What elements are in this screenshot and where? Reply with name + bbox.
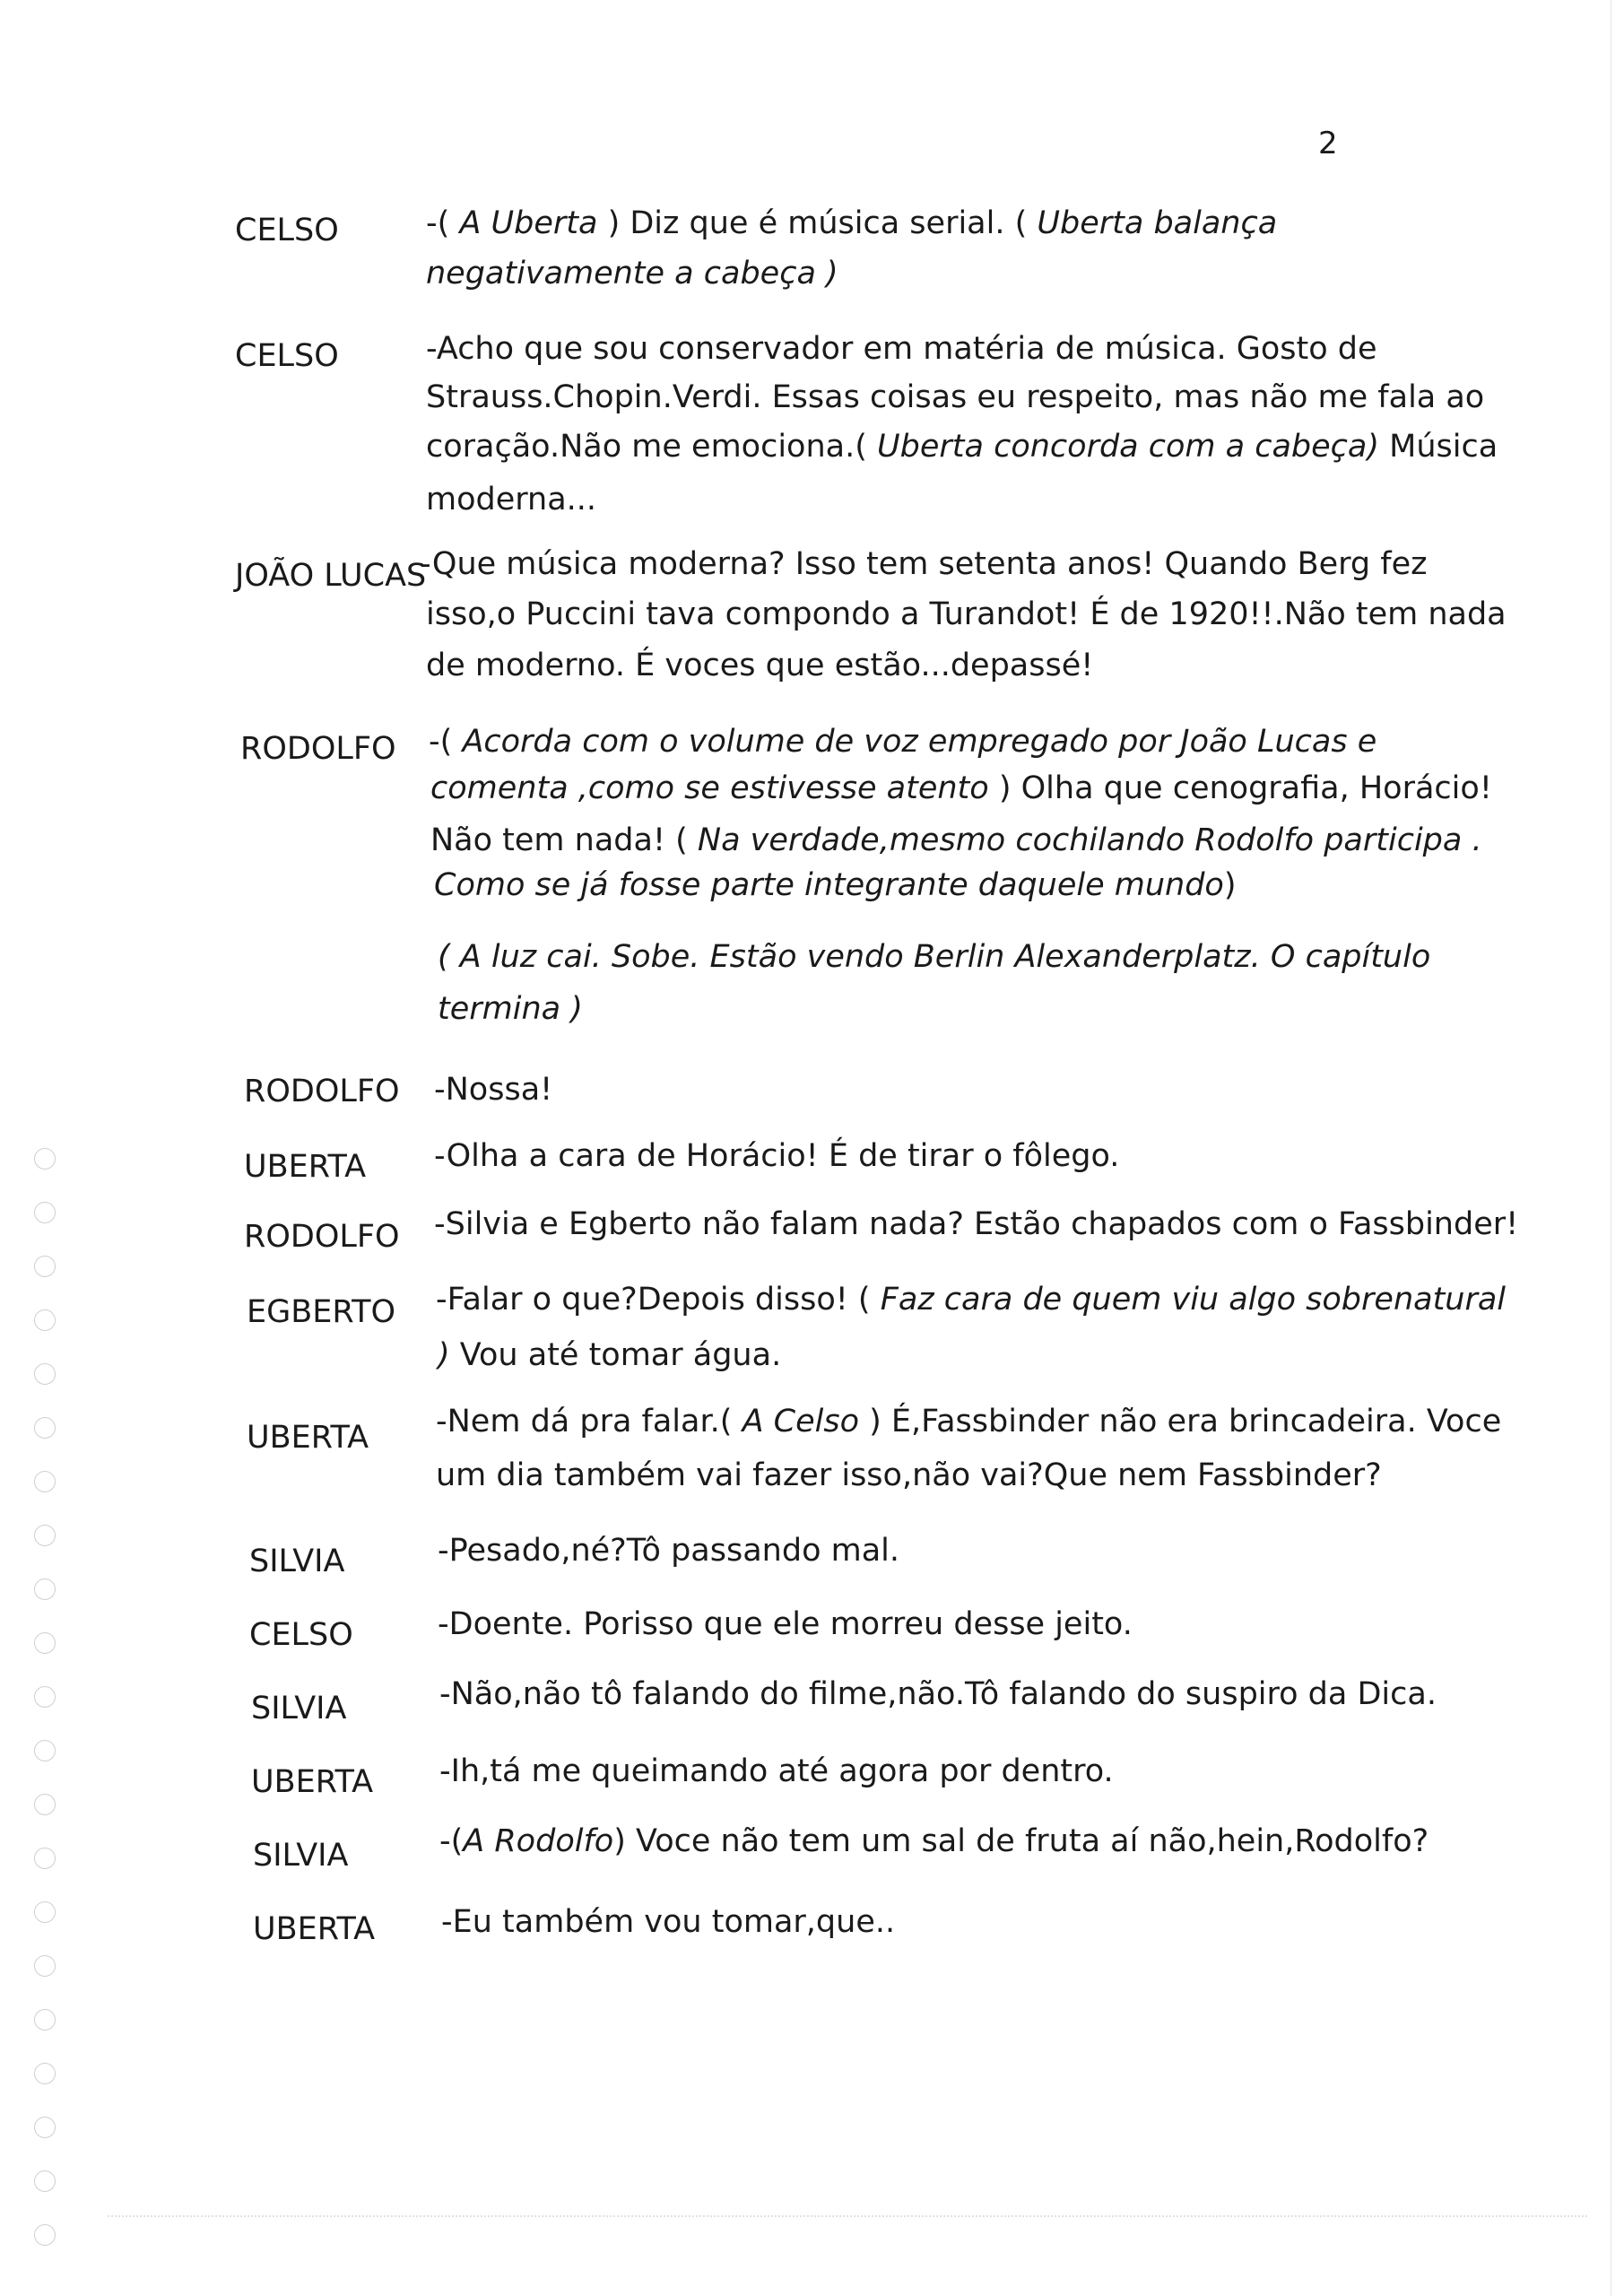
- speaker-name: CELSO: [235, 213, 339, 248]
- dialogue-text: Vou até tomar água.: [459, 1337, 782, 1373]
- dialogue-line: [430, 770, 1492, 806]
- dialogue-text: -Nem dá pra falar.(: [436, 1404, 733, 1439]
- stage-direction: Como se já fosse parte integrante daquele mundo: [434, 867, 1224, 903]
- dialogue-line: [438, 1337, 782, 1373]
- speaker-name: EGBERTO: [247, 1294, 396, 1330]
- dialogue-line: [436, 1406, 1501, 1438]
- dialogue-line: -Silvia e Egberto não falam nada? Estão chapados com o Fassbinder!: [434, 1206, 1519, 1242]
- dialogue-line: [426, 431, 1498, 463]
- dialogue-line: -Olha a cara de Horácio! É de tirar o fôlego.: [434, 1138, 1120, 1174]
- dialogue-text: ): [1223, 867, 1237, 903]
- dialogue-line: -Nossa!: [434, 1072, 553, 1108]
- stage-direction: termina ): [438, 991, 583, 1027]
- stage-direction: negativamente a cabeça ): [426, 256, 838, 291]
- stage-direction: Faz cara de quem viu algo sobrenatural: [880, 1282, 1507, 1318]
- stage-direction: ): [438, 1337, 450, 1373]
- speaker-name: SILVIA: [253, 1838, 349, 1874]
- dialogue-line: -Doente. Porisso que ele morreu desse jeito.: [438, 1606, 1133, 1642]
- stage-direction: comenta ,como se estivesse atento: [430, 770, 989, 806]
- speaker-name: RODOLFO: [244, 1219, 400, 1255]
- dialogue-text: ) Voce não tem um sal de fruta aí não,hein,Rodolfo?: [613, 1823, 1429, 1859]
- dialogue-line: -Não,não tô falando do filme,não.Tô falando do suspiro da Dica.: [439, 1676, 1437, 1712]
- stage-direction: ( A luz cai. Sobe. Estão vendo Berlin Alexanderplatz. O capítulo: [438, 939, 1431, 975]
- bottom-dotted-rule: [108, 2215, 1587, 2217]
- dialogue-line: -Eu também vou tomar,que..: [441, 1904, 896, 1940]
- stage-direction: Acorda com o volume de voz empregado por João Lucas e: [462, 724, 1377, 760]
- dialogue-line: -Que música moderna? Isso tem setenta anos! Quando Berg fez: [420, 546, 1428, 582]
- dialogue-text: ) É,Fassbinder não era brincadeira. Voce: [869, 1404, 1502, 1439]
- dialogue-text: Não tem nada! (: [430, 822, 688, 858]
- speaker-name: CELSO: [249, 1617, 353, 1653]
- dialogue-line: moderna...: [426, 482, 597, 517]
- speaker-name: UBERTA: [247, 1420, 369, 1456]
- dialogue-line: [430, 822, 1482, 858]
- dialogue-text: coração.Não me emociona.(: [426, 429, 867, 465]
- speaker-name: SILVIA: [249, 1544, 345, 1579]
- dialogue-line: [429, 726, 1376, 758]
- dialogue-line: -Acho que sou conservador em matéria de música. Gosto de: [426, 331, 1377, 367]
- dialogue-line: [434, 867, 1237, 903]
- speaker-name: RODOLFO: [244, 1074, 400, 1109]
- dialogue-line: de moderno. É voces que estão...depassé!: [426, 648, 1094, 683]
- dialogue-text: ) Diz que é música serial. (: [607, 205, 1028, 241]
- dialogue-line: Strauss.Chopin.Verdi. Essas coisas eu respeito, mas não me fala ao: [426, 379, 1485, 415]
- speaker-name: RODOLFO: [240, 731, 396, 767]
- stage-direction: Na verdade,mesmo cochilando Rodolfo participa .: [697, 822, 1482, 858]
- speaker-name: CELSO: [235, 338, 339, 374]
- dialogue-text: ) Olha que cenografia, Horácio!: [998, 770, 1492, 806]
- stage-direction: A Uberta: [459, 205, 598, 241]
- dialogue-text: Música: [1389, 429, 1498, 465]
- dialogue-line: isso,o Puccini tava compondo a Turandot! É de 1920!!.Não tem nada: [426, 596, 1507, 632]
- dialogue-text: -Falar o que?Depois disso! (: [436, 1282, 871, 1318]
- page-number: 2: [1318, 126, 1338, 161]
- stage-direction: Uberta balança: [1037, 205, 1278, 241]
- dialogue-line: -Pesado,né?Tô passando mal.: [438, 1533, 900, 1569]
- dialogue-line: [436, 1284, 1506, 1316]
- stage-direction: A Rodolfo: [463, 1823, 614, 1859]
- dialogue-line: [426, 205, 1278, 241]
- speaker-name: UBERTA: [253, 1911, 376, 1947]
- dialogue-text: -(: [426, 205, 450, 241]
- speaker-name: UBERTA: [244, 1149, 367, 1185]
- speaker-name: JOÃO LUCAS: [235, 558, 427, 594]
- stage-direction: Uberta concorda com a cabeça): [877, 429, 1379, 465]
- dialogue-text: -(: [429, 724, 453, 760]
- dialogue-line: -Ih,tá me queimando até agora por dentro.: [439, 1753, 1114, 1789]
- stage-direction: A Celso: [742, 1404, 859, 1439]
- dialogue-line: [439, 1823, 1429, 1859]
- speaker-name: SILVIA: [251, 1691, 347, 1726]
- speaker-name: UBERTA: [251, 1764, 374, 1800]
- dialogue-text: -(: [439, 1823, 464, 1859]
- dialogue-line: um dia também vai fazer isso,não vai?Que nem Fassbinder?: [436, 1457, 1382, 1493]
